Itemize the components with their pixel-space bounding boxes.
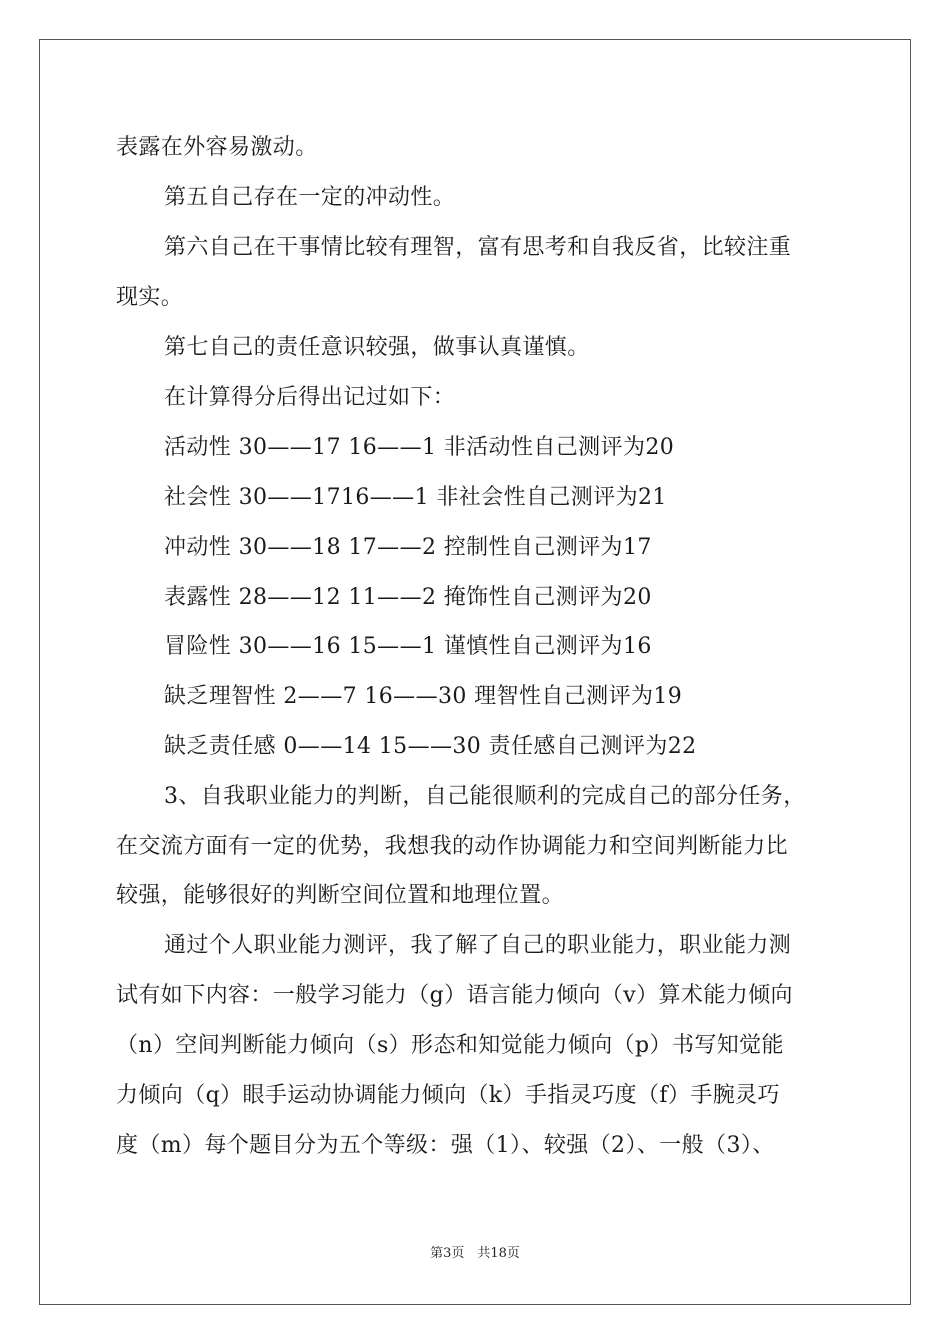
- text-line: （n）空间判断能力倾向（s）形态和知觉能力倾向（p）书写知觉能: [116, 1033, 784, 1058]
- text-line: 活动性 30——17 16——1 非活动性自己测评为20: [164, 435, 675, 460]
- text-line: 第六自己在干事情比较有理智，富有思考和自我反省，比较注重: [164, 235, 792, 260]
- text-line: 冲动性 30——18 17——2 控制性自己测评为17: [164, 535, 652, 560]
- text-line: 度（m）每个题目分为五个等级：强（1）、较强（2）、一般（3）、: [116, 1133, 775, 1158]
- text-line: 社会性 30——1716——1 非社会性自己测评为21: [164, 485, 667, 510]
- text-line: 在计算得分后得出记过如下：: [164, 385, 456, 410]
- page-frame: [39, 39, 911, 1305]
- page-number-footer: 第3页 共18页: [430, 1246, 520, 1261]
- text-line: 第五自己存在一定的冲动性。: [164, 185, 456, 210]
- text-line: 试有如下内容：一般学习能力（g）语言能力倾向（v）算术能力倾向: [116, 983, 793, 1008]
- text-line: 表露性 28——12 11——2 掩饰性自己测评为20: [164, 585, 652, 610]
- text-line: 在交流方面有一定的优势，我想我的动作协调能力和空间判断能力比: [116, 834, 789, 859]
- text-line: 缺乏理智性 2——7 16——30 理智性自己测评为19: [164, 684, 683, 709]
- text-line: 缺乏责任感 0——14 15——30 责任感自己测评为22: [164, 734, 697, 759]
- text-line: 现实。: [116, 285, 184, 310]
- text-line: 较强，能够很好的判断空间位置和地理位置。: [116, 883, 565, 908]
- text-line: 3、自我职业能力的判断，自己能很顺利的完成自己的部分任务，: [164, 784, 806, 809]
- text-line: 第七自己的责任意识较强，做事认真谨慎。: [164, 335, 590, 360]
- text-line: 通过个人职业能力测评，我了解了自己的职业能力，职业能力测: [164, 933, 792, 958]
- text-line: 力倾向（q）眼手运动协调能力倾向（k）手指灵巧度（f）手腕灵巧: [116, 1083, 780, 1108]
- text-line: 冒险性 30——16 15——1 谨慎性自己测评为16: [164, 634, 652, 659]
- text-line: 表露在外容易激动。: [116, 135, 318, 160]
